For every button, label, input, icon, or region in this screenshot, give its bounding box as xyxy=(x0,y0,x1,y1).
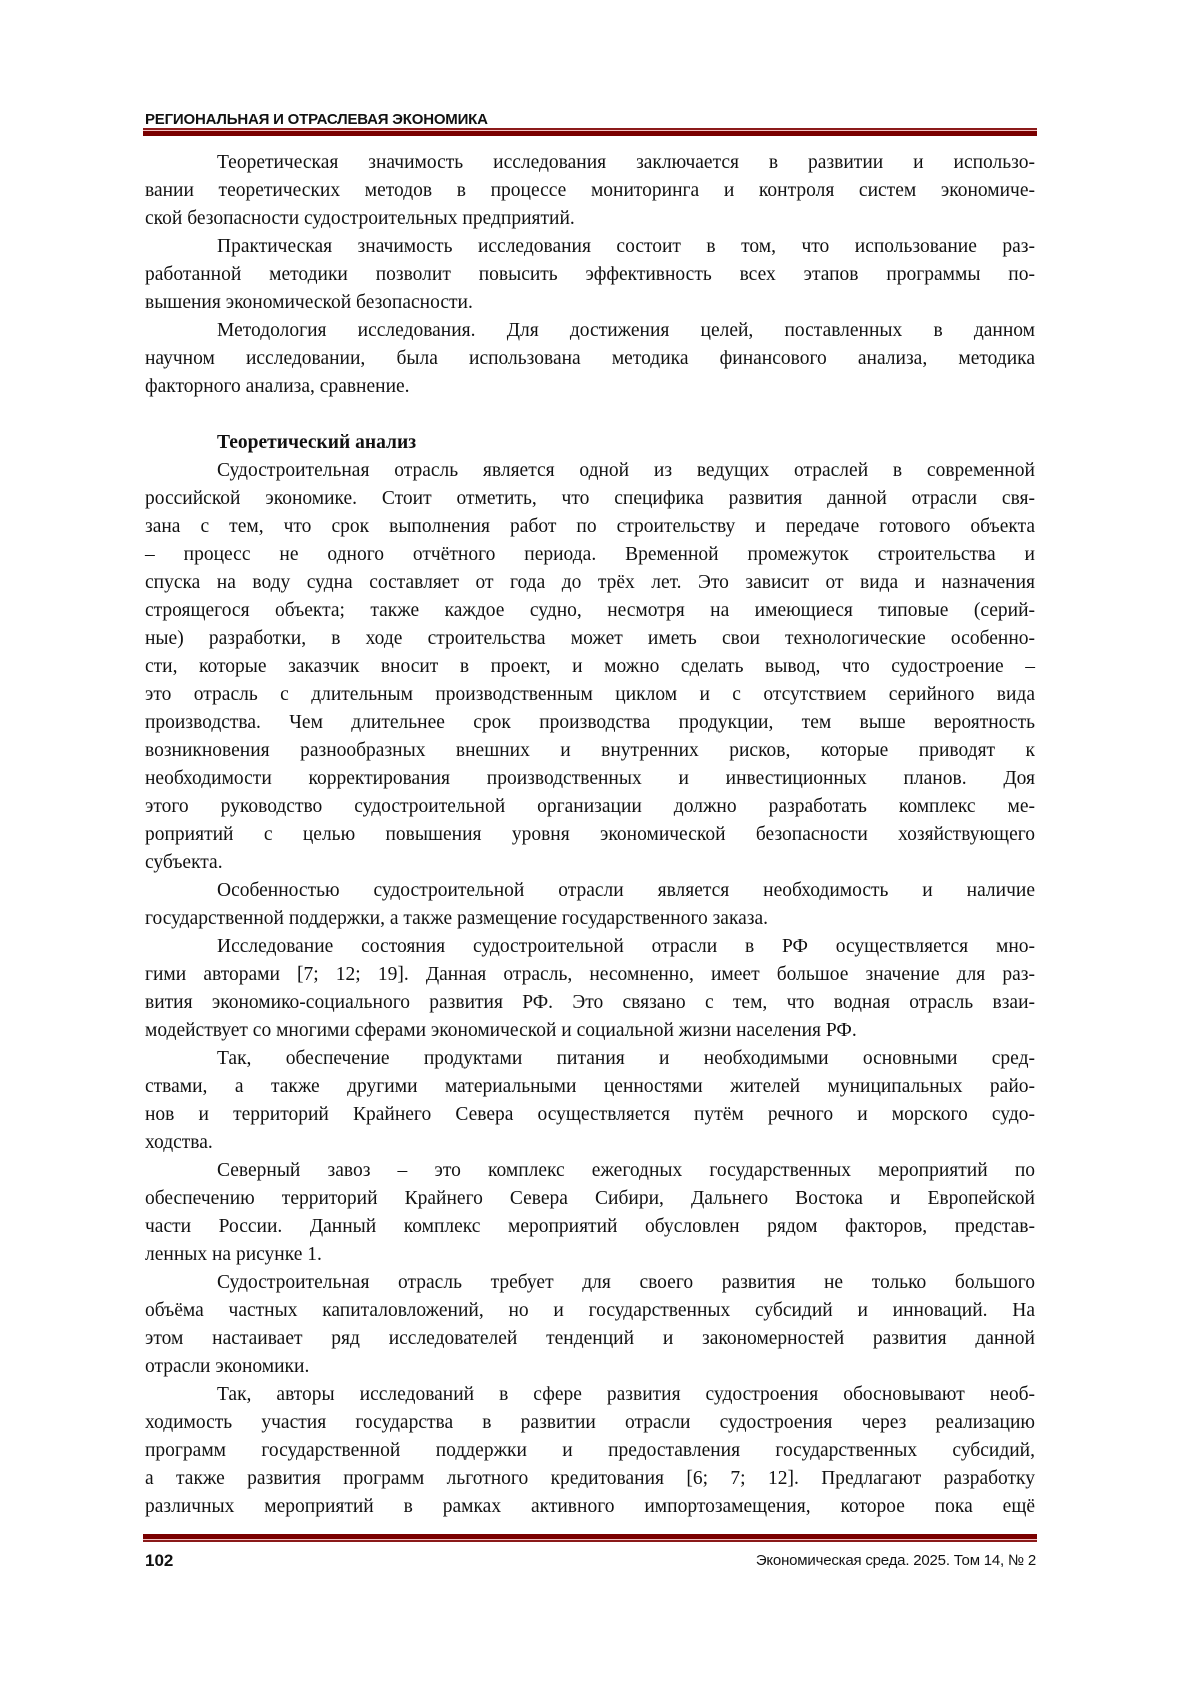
text-line: производства. Чем длительнее срок производства продукции, тем выше вероятность xyxy=(145,709,1035,737)
paragraph xyxy=(145,1269,1035,1381)
paragraph xyxy=(145,1381,1035,1521)
text-line: модействует со многими сферами экономической и социальной жизни населения РФ. xyxy=(145,1017,1035,1045)
header-divider xyxy=(143,128,1037,136)
article-body xyxy=(145,149,1035,1521)
text-line: роприятий с целью повышения уровня экономической безопасности хозяйствующего xyxy=(145,821,1035,849)
paragraph xyxy=(145,877,1035,933)
text-line: ходства. xyxy=(145,1129,1035,1157)
text-line: части России. Данный комплекс мероприятий обусловлен рядом факторов, представ- xyxy=(145,1213,1035,1241)
text-line: строящегося объекта; также каждое судно, несмотря на имеющиеся типовые (серий- xyxy=(145,597,1035,625)
text-line: гими авторами [7; 12; 19]. Данная отрасль, несомненно, имеет большое значение для раз- xyxy=(145,961,1035,989)
text-line: Особенностью судостроительной отрасли является необходимость и наличие xyxy=(145,877,1035,905)
text-line: Практическая значимость исследования состоит в том, что использование раз- xyxy=(145,233,1035,261)
text-line: вании теоретических методов в процессе мониторинга и контроля систем экономиче- xyxy=(145,177,1035,205)
paragraph xyxy=(145,149,1035,233)
paragraph xyxy=(145,1157,1035,1269)
paragraph xyxy=(145,457,1035,877)
text-line: российской экономике. Стоит отметить, что специфика развития данной отрасли свя- xyxy=(145,485,1035,513)
text-line: обеспечению территорий Крайнего Севера Сибири, Дальнего Востока и Европейской xyxy=(145,1185,1035,1213)
text-line: зана с тем, что срок выполнения работ по строительству и передаче готового объекта xyxy=(145,513,1035,541)
text-line: ленных на рисунке 1. xyxy=(145,1241,1035,1269)
blank-line xyxy=(145,401,1035,429)
text-line: Теоретическая значимость исследования заключается в развитии и использо- xyxy=(145,149,1035,177)
page-number: 102 xyxy=(145,1551,173,1571)
text-line: нов и территорий Крайнего Севера осуществляется путём речного и морского судо- xyxy=(145,1101,1035,1129)
paragraph xyxy=(145,233,1035,317)
paragraph xyxy=(145,1045,1035,1157)
text-line: различных мероприятий в рамках активного импортозамещения, которое пока ещё xyxy=(145,1493,1035,1521)
text-line: Так, авторы исследований в сфере развития судостроения обосновывают необ- xyxy=(145,1381,1035,1409)
text-line: возникновения разнообразных внешних и внутренних рисков, которые приводят к xyxy=(145,737,1035,765)
text-line: вышения экономической безопасности. xyxy=(145,289,1035,317)
text-line: Судостроительная отрасль является одной из ведущих отраслей в современной xyxy=(145,457,1035,485)
text-line: ской безопасности судостроительных предприятий. xyxy=(145,205,1035,233)
text-line: субъекта. xyxy=(145,849,1035,877)
text-line: это отрасль с длительным производственным циклом и с отсутствием серийного вида xyxy=(145,681,1035,709)
footer-divider xyxy=(143,1534,1037,1542)
text-line: этого руководство судостроительной организации должно разработать комплекс ме- xyxy=(145,793,1035,821)
text-line: государственной поддержки, а также размещение государственного заказа. xyxy=(145,905,1035,933)
text-line: а также развития программ льготного кредитования [6; 7; 12]. Предлагают разработку xyxy=(145,1465,1035,1493)
text-line: вития экономико-социального развития РФ. Это связано с тем, что водная отрасль взаи- xyxy=(145,989,1035,1017)
text-line: Методология исследования. Для достижения целей, поставленных в данном xyxy=(145,317,1035,345)
text-line: отрасли экономики. xyxy=(145,1353,1035,1381)
section-heading: Теоретический анализ xyxy=(145,429,1035,457)
text-line: работанной методики позволит повысить эффективность всех этапов программы по- xyxy=(145,261,1035,289)
text-line: факторного анализа, сравнение. xyxy=(145,373,1035,401)
text-line: – процесс не одного отчётного периода. Временной промежуток строительства и xyxy=(145,541,1035,569)
paragraph xyxy=(145,317,1035,401)
text-line: сти, которые заказчик вносит в проект, и можно сделать вывод, что судостроение – xyxy=(145,653,1035,681)
text-line: спуска на воду судна составляет от года до трёх лет. Это зависит от вида и назначения xyxy=(145,569,1035,597)
text-line: объёма частных капиталовложений, но и государственных субсидий и инноваций. На xyxy=(145,1297,1035,1325)
text-line: Судостроительная отрасль требует для своего развития не только большого xyxy=(145,1269,1035,1297)
paragraph xyxy=(145,933,1035,1045)
text-line: Северный завоз – это комплекс ежегодных государственных мероприятий по xyxy=(145,1157,1035,1185)
text-line: Исследование состояния судостроительной отрасли в РФ осуществляется мно- xyxy=(145,933,1035,961)
text-line: Так, обеспечение продуктами питания и необходимыми основными сред- xyxy=(145,1045,1035,1073)
text-line: ствами, а также другими материальными ценностями жителей муниципальных райо- xyxy=(145,1073,1035,1101)
text-line: необходимости корректирования производственных и инвестиционных планов. Доя xyxy=(145,765,1035,793)
text-line: программ государственной поддержки и предоставления государственных субсидий, xyxy=(145,1437,1035,1465)
text-line: научном исследовании, была использована методика финансового анализа, методика xyxy=(145,345,1035,373)
journal-citation: Экономическая среда. 2025. Том 14, № 2 xyxy=(756,1552,1036,1569)
running-header-section-title: РЕГИОНАЛЬНАЯ И ОТРАСЛЕВАЯ ЭКОНОМИКА xyxy=(145,111,488,128)
text-line: этом настаивает ряд исследователей тенденций и закономерностей развития данной xyxy=(145,1325,1035,1353)
text-line: ходимость участия государства в развитии отрасли судостроения через реализацию xyxy=(145,1409,1035,1437)
text-line: ные) разработки, в ходе строительства может иметь свои технологические особенно- xyxy=(145,625,1035,653)
